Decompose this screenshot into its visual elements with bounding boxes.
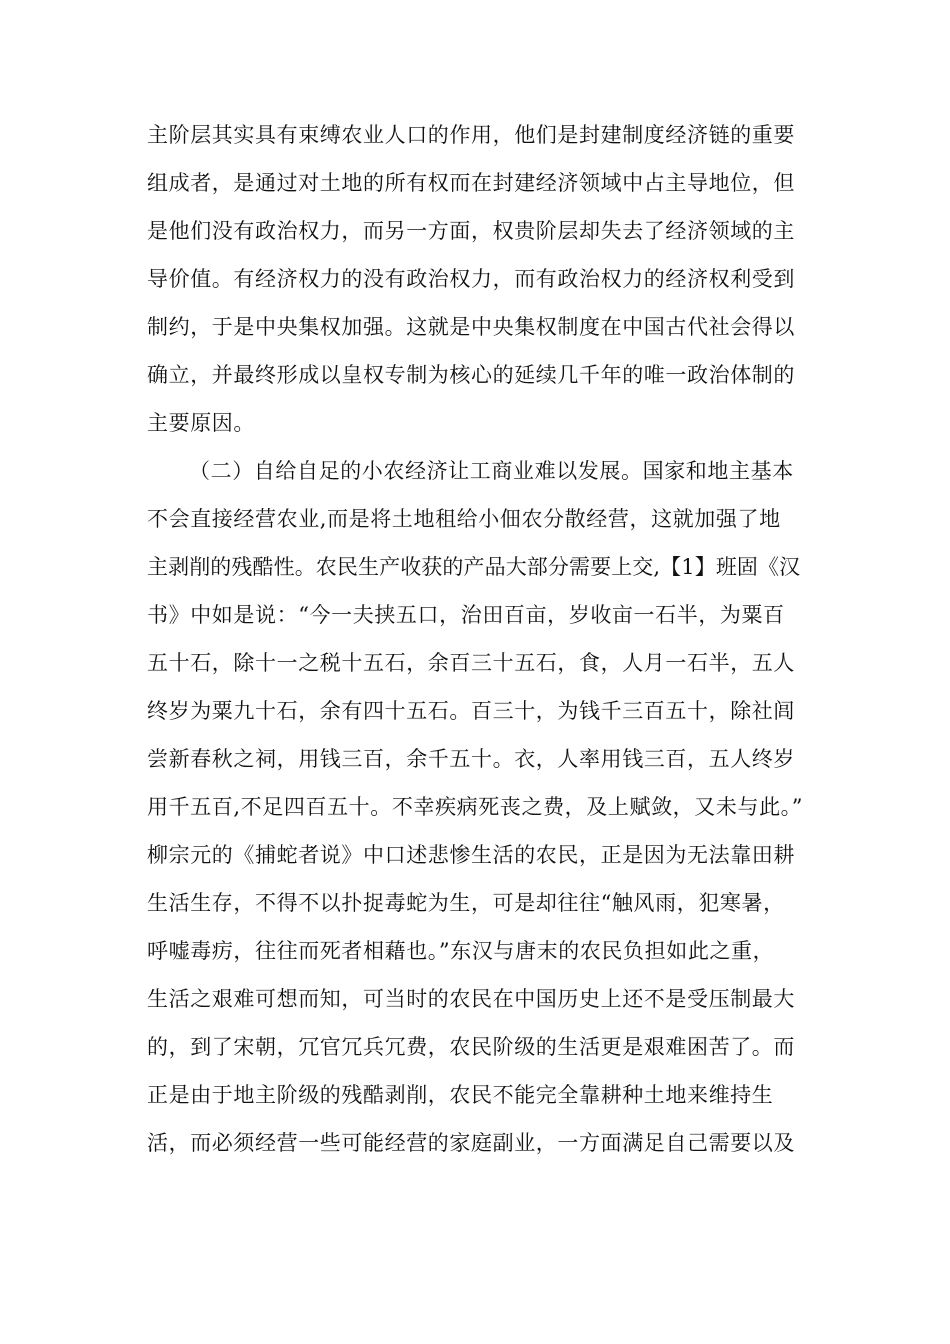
text-line: 书》中如是说：“今一夫挟五口，治田百亩，岁收亩一石半，为粟百 [147, 603, 785, 627]
text-line: 主阶层其实具有束缚农业人口的作用，他们是封建制度经济链的重要 [147, 123, 795, 147]
text-line: 生活生存，不得不以扑捉毒蛇为生，可是却往往“触风雨，犯寒暑， [147, 891, 785, 915]
text-line: 用千五百,不足四百五十。不幸疾病死丧之费，及上赋敛，又未与此。” [147, 795, 804, 819]
text-line: 呼嘘毒疠，往往而死者相藉也。”东汉与唐末的农民负担如此之重， [147, 939, 775, 963]
text-line: 的，到了宋朝，冗官冗兵冗费，农民阶级的生活更是艰难困苦了。而 [147, 1035, 795, 1059]
paragraph-start-line: （二）自给自足的小农经济让工商业难以发展。国家和地主基本 [189, 459, 794, 483]
text-line: 导价值。有经济权力的没有政治权力，而有政治权力的经济权利受到 [147, 267, 795, 291]
text-line: 五十石，除十一之税十五石，余百三十五石，食，人月一石半，五人 [147, 651, 795, 675]
text-line: 主剥削的残酷性。农民生产收获的产品大部分需要上交,【1】班固《汉 [147, 555, 801, 579]
text-line: 终岁为粟九十石，余有四十五石。百三十，为钱千三百五十，除社闾 [147, 699, 795, 723]
text-line: 制约，于是中央集权加强。这就是中央集权制度在中国古代社会得以 [147, 315, 795, 339]
text-line: 生活之艰难可想而知，可当时的农民在中国历史上还不是受压制最大 [147, 987, 795, 1011]
text-line: 主要原因。 [147, 411, 255, 435]
text-line: 确立，并最终形成以皇权专制为核心的延续几千年的唯一政治体制的 [147, 363, 795, 387]
text-line: 组成者，是通过对土地的所有权而在封建经济领域中占主导地位，但 [147, 171, 795, 195]
text-line: 是他们没有政治权力，而另一方面，权贵阶层却失去了经济领域的主 [147, 219, 795, 243]
text-line: 不会直接经营农业,而是将土地租给小佃农分散经营，这就加强了地 [147, 507, 781, 531]
text-line: 尝新春秋之祠，用钱三百，余千五十。衣，人率用钱三百，五人终岁 [147, 747, 795, 771]
text-line: 活，而必须经营一些可能经营的家庭副业，一方面满足自己需要以及 [147, 1131, 795, 1155]
text-line: 正是由于地主阶级的残酷剥削，农民不能完全靠耕种土地来维持生 [147, 1083, 774, 1107]
text-line: 柳宗元的《捕蛇者说》中口述悲惨生活的农民，正是因为无法靠田耕 [147, 843, 795, 867]
